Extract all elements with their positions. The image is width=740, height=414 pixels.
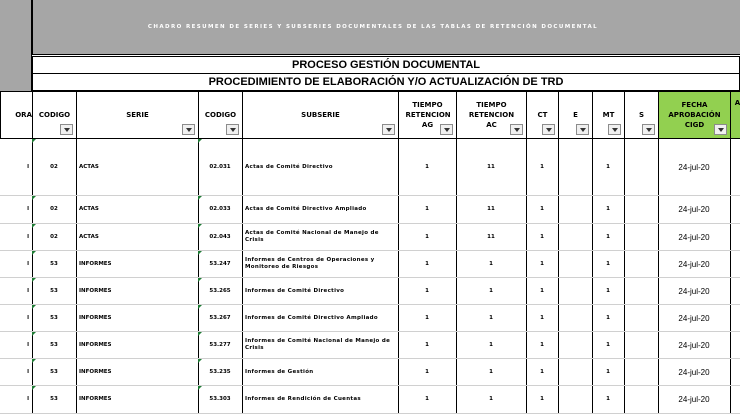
- col-e-cell[interactable]: [558, 305, 593, 332]
- col-extra-header: [730, 91, 740, 139]
- col-codigo-subserie-cell[interactable]: [198, 278, 243, 305]
- filter-dropdown-button[interactable]: [608, 124, 621, 135]
- col-ct-cell[interactable]: [526, 386, 559, 414]
- col-extra-cell[interactable]: [730, 224, 740, 251]
- col-mt-cell[interactable]: [592, 386, 625, 414]
- col-extra-cell[interactable]: [730, 305, 740, 332]
- col-codigo-subserie-cell[interactable]: [198, 196, 243, 224]
- comment-indicator-icon: [32, 251, 36, 255]
- col-s-cell[interactable]: [624, 305, 659, 332]
- col-subserie-cell[interactable]: [242, 196, 399, 224]
- col-ora-cell[interactable]: [0, 139, 33, 196]
- col-fecha-header: [658, 91, 731, 139]
- col-s-cell[interactable]: [624, 196, 659, 224]
- col-e-cell[interactable]: [558, 196, 593, 224]
- col-codigo-cell[interactable]: [32, 278, 77, 305]
- col-tiempo-ag-cell[interactable]: [398, 251, 457, 278]
- col-serie-cell[interactable]: [76, 224, 199, 251]
- col-mt-cell[interactable]: [592, 359, 625, 386]
- col-e-header-label: E: [573, 111, 578, 119]
- col-tiempo-ac-cell[interactable]: [456, 196, 527, 224]
- col-tiempo-ac-value: 1: [489, 260, 493, 267]
- col-codigo-value: 02: [50, 206, 58, 212]
- col-tiempo-ac-cell[interactable]: [456, 139, 527, 196]
- col-e-cell[interactable]: [558, 278, 593, 305]
- col-codigo-subserie-value: 53.267: [209, 314, 231, 321]
- col-mt-value: 1: [606, 260, 610, 267]
- col-subserie-header-label: SUBSERIE: [301, 111, 340, 119]
- col-codigo-subserie-value: 53.277: [209, 341, 231, 348]
- col-e-cell[interactable]: [558, 251, 593, 278]
- col-ora-value: l: [27, 163, 29, 170]
- col-tiempo-ac-cell[interactable]: [456, 386, 527, 414]
- col-e-cell[interactable]: [558, 386, 593, 414]
- col-codigo-subserie-cell[interactable]: [198, 332, 243, 359]
- left-frozen-header: [0, 0, 32, 92]
- col-serie-value: INFORMES: [79, 341, 112, 348]
- comment-indicator-icon: [32, 332, 36, 336]
- col-codigo-subserie-value: 53.247: [209, 260, 231, 267]
- col-extra-cell[interactable]: [730, 386, 740, 414]
- col-e-cell[interactable]: [558, 359, 593, 386]
- col-s-cell[interactable]: [624, 224, 659, 251]
- col-codigo-cell[interactable]: [32, 196, 77, 224]
- col-tiempo-ag-value: 1: [425, 396, 429, 402]
- col-mt-cell[interactable]: [592, 305, 625, 332]
- col-codigo-value: 53: [50, 368, 58, 375]
- col-fecha-cell[interactable]: [658, 386, 731, 414]
- col-tiempo-ac-value: 1: [489, 396, 493, 402]
- filter-dropdown-button[interactable]: [440, 124, 453, 135]
- col-mt-cell[interactable]: [592, 139, 625, 196]
- banner: [32, 0, 740, 55]
- col-tiempo-ag-header-label: TIEMPO RETENCION AG: [405, 101, 451, 129]
- col-ct-cell[interactable]: [526, 332, 559, 359]
- col-s-cell[interactable]: [624, 386, 659, 414]
- col-mt-cell[interactable]: [592, 251, 625, 278]
- col-s-cell[interactable]: [624, 332, 659, 359]
- col-tiempo-ac-cell[interactable]: [456, 251, 527, 278]
- col-fecha-cell[interactable]: [658, 196, 731, 224]
- comment-indicator-icon: [198, 305, 202, 309]
- col-serie-cell[interactable]: [76, 305, 199, 332]
- filter-dropdown-button[interactable]: [542, 124, 555, 135]
- comment-indicator-icon: [198, 196, 202, 200]
- col-ora-cell[interactable]: [0, 196, 33, 224]
- col-ct-header: [526, 91, 559, 139]
- col-tiempo-ac-cell[interactable]: [456, 359, 527, 386]
- col-tiempo-ag-cell[interactable]: [398, 386, 457, 414]
- comment-indicator-icon: [32, 278, 36, 282]
- col-ct-cell[interactable]: [526, 305, 559, 332]
- col-serie-value: INFORMES: [79, 287, 112, 294]
- col-extra-cell[interactable]: [730, 359, 740, 386]
- col-codigo-cell[interactable]: [32, 386, 77, 414]
- comment-indicator-icon: [32, 224, 36, 228]
- col-codigo-subserie-header-label: CODIGO: [204, 111, 237, 119]
- col-tiempo-ac-value: 1: [489, 368, 493, 375]
- col-ora-cell[interactable]: [0, 305, 33, 332]
- col-ora-value: l: [27, 368, 29, 375]
- col-subserie-cell[interactable]: [242, 332, 399, 359]
- col-codigo-subserie-value: 02.031: [209, 163, 231, 170]
- col-tiempo-ac-header-label: TIEMPO RETENCION AC: [468, 101, 515, 129]
- col-subserie-cell[interactable]: [242, 305, 399, 332]
- col-ct-value: 1: [540, 260, 544, 267]
- filter-dropdown-button[interactable]: [382, 124, 395, 135]
- col-serie-cell[interactable]: [76, 332, 199, 359]
- col-fecha-header-label: FECHA APROBACIÓN CIGD: [668, 101, 721, 129]
- col-fecha-value: 24-jul-20: [678, 205, 710, 214]
- col-tiempo-ag-value: 1: [425, 341, 429, 348]
- col-serie-cell[interactable]: [76, 139, 199, 196]
- col-mt-header: [592, 91, 625, 139]
- col-codigo-value: 53: [50, 260, 58, 267]
- col-tiempo-ac-value: 11: [487, 233, 495, 240]
- col-codigo-subserie-value: 02.043: [209, 233, 231, 240]
- col-ora-cell[interactable]: [0, 332, 33, 359]
- col-e-header: [558, 91, 593, 139]
- col-tiempo-ag-value: 1: [425, 314, 429, 321]
- col-tiempo-ac-cell[interactable]: [456, 332, 527, 359]
- comment-indicator-icon: [198, 139, 202, 143]
- col-fecha-value: 24-jul-20: [678, 162, 710, 172]
- col-fecha-cell[interactable]: [658, 278, 731, 305]
- col-fecha-value: 24-jul-20: [678, 395, 710, 404]
- col-fecha-value: 24-jul-20: [678, 313, 710, 323]
- col-codigo-header: [32, 91, 77, 139]
- col-subserie-value: Informes de Rendición de Cuentas: [245, 396, 361, 402]
- col-extra-cell[interactable]: [730, 139, 740, 196]
- col-ct-cell[interactable]: [526, 196, 559, 224]
- col-tiempo-ag-cell[interactable]: [398, 196, 457, 224]
- col-subserie-cell[interactable]: [242, 386, 399, 414]
- col-tiempo-ac-cell[interactable]: [456, 224, 527, 251]
- col-ora-cell[interactable]: [0, 359, 33, 386]
- col-ora-value: l: [27, 314, 29, 321]
- col-codigo-cell[interactable]: [32, 251, 77, 278]
- col-ora-value: l: [27, 260, 29, 267]
- col-fecha-value: 24-jul-20: [678, 259, 710, 269]
- col-serie-value: INFORMES: [79, 396, 112, 402]
- col-ora-value: l: [27, 206, 29, 212]
- col-codigo-value: 53: [50, 287, 58, 294]
- col-s-header: [624, 91, 659, 139]
- col-subserie-cell[interactable]: [242, 139, 399, 196]
- col-tiempo-ac-header: [456, 91, 527, 139]
- col-extra-cell[interactable]: [730, 332, 740, 359]
- col-fecha-value: 24-jul-20: [678, 286, 710, 296]
- col-ct-value: 1: [540, 341, 544, 348]
- col-subserie-cell[interactable]: [242, 251, 399, 278]
- comment-indicator-icon: [198, 251, 202, 255]
- col-ct-value: 1: [540, 233, 544, 240]
- comment-indicator-icon: [32, 196, 36, 200]
- col-subserie-value: Informes de Comité Nacional de Manejo de Crisis: [245, 338, 391, 351]
- col-mt-value: 1: [606, 368, 610, 375]
- col-tiempo-ag-cell[interactable]: [398, 359, 457, 386]
- col-subserie-cell[interactable]: [242, 224, 399, 251]
- col-codigo-subserie-cell[interactable]: [198, 224, 243, 251]
- col-tiempo-ag-value: 1: [425, 368, 429, 375]
- col-ora-header-label: ORA: [15, 111, 32, 119]
- col-mt-cell[interactable]: [592, 278, 625, 305]
- col-fecha-value: 24-jul-20: [678, 340, 710, 350]
- col-ora-value: l: [27, 341, 29, 348]
- col-ct-value: 1: [540, 163, 544, 170]
- filter-dropdown-button[interactable]: [576, 124, 589, 135]
- col-codigo-header-label: CODIGO: [38, 111, 71, 119]
- col-extra-cell[interactable]: [730, 196, 740, 224]
- col-fecha-cell[interactable]: [658, 251, 731, 278]
- col-tiempo-ag-cell[interactable]: [398, 278, 457, 305]
- col-fecha-cell[interactable]: [658, 305, 731, 332]
- col-fecha-value: 24-jul-20: [678, 232, 710, 242]
- col-serie-header-label: SERIE: [126, 111, 149, 119]
- col-tiempo-ac-value: 11: [487, 206, 495, 212]
- col-subserie-cell[interactable]: [242, 278, 399, 305]
- col-mt-header-label: MT: [602, 111, 615, 119]
- col-mt-cell[interactable]: [592, 224, 625, 251]
- col-tiempo-ag-header: [398, 91, 457, 139]
- col-subserie-header: [242, 91, 399, 139]
- filter-dropdown-button[interactable]: [510, 124, 523, 135]
- col-ora-cell[interactable]: [0, 278, 33, 305]
- col-ora-value: l: [27, 287, 29, 294]
- col-ora-value: l: [27, 396, 29, 402]
- col-codigo-value: 02: [50, 163, 58, 170]
- comment-indicator-icon: [198, 359, 202, 363]
- col-ct-cell[interactable]: [526, 359, 559, 386]
- col-ct-value: 1: [540, 396, 544, 402]
- col-e-cell[interactable]: [558, 139, 593, 196]
- col-codigo-subserie-cell[interactable]: [198, 386, 243, 414]
- col-codigo-cell[interactable]: [32, 139, 77, 196]
- col-fecha-cell[interactable]: [658, 332, 731, 359]
- col-ct-cell[interactable]: [526, 224, 559, 251]
- col-codigo-value: 53: [50, 314, 58, 321]
- col-subserie-value: Actas de Comité Directivo Ampliado: [245, 206, 367, 212]
- col-serie-cell[interactable]: [76, 196, 199, 224]
- filter-dropdown-button[interactable]: [182, 124, 195, 135]
- comment-indicator-icon: [198, 332, 202, 336]
- comment-indicator-icon: [198, 386, 202, 390]
- col-tiempo-ag-value: 1: [425, 260, 429, 267]
- col-tiempo-ac-value: 1: [489, 287, 493, 294]
- comment-indicator-icon: [198, 224, 202, 228]
- col-extra-cell[interactable]: [730, 251, 740, 278]
- col-codigo-value: 02: [50, 233, 58, 240]
- col-tiempo-ag-cell[interactable]: [398, 332, 457, 359]
- col-tiempo-ag-cell[interactable]: [398, 305, 457, 332]
- col-tiempo-ag-value: 1: [425, 206, 429, 212]
- col-serie-cell[interactable]: [76, 359, 199, 386]
- col-subserie-value: Actas de Comité Nacional de Manejo de Crisis: [245, 230, 379, 243]
- col-tiempo-ag-cell[interactable]: [398, 139, 457, 196]
- col-tiempo-ac-cell[interactable]: [456, 278, 527, 305]
- col-s-cell[interactable]: [624, 139, 659, 196]
- col-ct-value: 1: [540, 314, 544, 321]
- col-ora-header: [0, 91, 33, 139]
- col-e-cell[interactable]: [558, 332, 593, 359]
- comment-indicator-icon: [32, 359, 36, 363]
- col-extra-header-label: A: [734, 99, 740, 107]
- col-subserie-value: Informes de Comité Directivo Ampliado: [245, 314, 378, 321]
- col-s-cell[interactable]: [624, 251, 659, 278]
- col-ora-value: l: [27, 233, 29, 240]
- col-tiempo-ac-value: 1: [489, 341, 493, 348]
- col-fecha-cell[interactable]: [658, 359, 731, 386]
- col-serie-header: [76, 91, 199, 139]
- col-mt-value: 1: [606, 396, 610, 402]
- col-ct-header-label: CT: [537, 111, 548, 119]
- col-codigo-subserie-cell[interactable]: [198, 305, 243, 332]
- col-codigo-cell[interactable]: [32, 359, 77, 386]
- col-serie-cell[interactable]: [76, 251, 199, 278]
- col-subserie-value: Informes de Gestión: [245, 368, 314, 375]
- col-serie-value: ACTAS: [79, 206, 99, 212]
- col-serie-value: INFORMES: [79, 260, 112, 267]
- col-subserie-value: Informes de Centros de Operaciones y Monitoreo de Riesgos: [245, 257, 375, 270]
- banner-title: CHADRO RESUMEN DE SERIES Y SUBSERIES DOCUMENTALES DE LAS TABLAS DE RETENCIÓN DOCUMENTAL: [147, 24, 599, 30]
- col-ct-value: 1: [540, 287, 544, 294]
- col-ora-cell[interactable]: [0, 386, 33, 414]
- col-tiempo-ag-value: 1: [425, 233, 429, 240]
- col-serie-value: ACTAS: [79, 163, 99, 170]
- col-ct-value: 1: [540, 206, 544, 212]
- process-title: PROCESO GESTIÓN DOCUMENTAL: [32, 56, 740, 74]
- comment-indicator-icon: [32, 305, 36, 309]
- col-mt-value: 1: [606, 206, 610, 212]
- comment-indicator-icon: [32, 139, 36, 143]
- procedure-title: PROCEDIMIENTO DE ELABORACIÓN Y/O ACTUALIZACIÓN DE TRD: [32, 73, 740, 91]
- col-ct-cell[interactable]: [526, 278, 559, 305]
- filter-dropdown-button[interactable]: [642, 124, 655, 135]
- col-ct-value: 1: [540, 368, 544, 375]
- col-codigo-subserie-cell[interactable]: [198, 139, 243, 196]
- col-ora-cell[interactable]: [0, 251, 33, 278]
- col-codigo-subserie-value: 53.265: [209, 287, 231, 294]
- col-e-cell[interactable]: [558, 224, 593, 251]
- col-codigo-subserie-cell[interactable]: [198, 251, 243, 278]
- col-mt-value: 1: [606, 341, 610, 348]
- col-mt-value: 1: [606, 233, 610, 240]
- comment-indicator-icon: [198, 278, 202, 282]
- col-s-header-label: S: [638, 111, 645, 119]
- col-codigo-subserie-header: [198, 91, 243, 139]
- col-extra-cell[interactable]: [730, 278, 740, 305]
- col-fecha-cell[interactable]: [658, 139, 731, 196]
- col-serie-cell[interactable]: [76, 278, 199, 305]
- col-tiempo-ag-value: 1: [425, 287, 429, 294]
- col-mt-value: 1: [606, 287, 610, 294]
- col-mt-value: 1: [606, 314, 610, 321]
- col-codigo-subserie-cell[interactable]: [198, 359, 243, 386]
- col-fecha-cell[interactable]: [658, 224, 731, 251]
- col-codigo-value: 53: [50, 396, 58, 402]
- col-codigo-subserie-value: 53.235: [209, 368, 231, 375]
- col-tiempo-ag-value: 1: [425, 163, 429, 170]
- col-s-cell[interactable]: [624, 278, 659, 305]
- col-codigo-cell[interactable]: [32, 332, 77, 359]
- filter-dropdown-button[interactable]: [226, 124, 239, 135]
- col-tiempo-ag-cell[interactable]: [398, 224, 457, 251]
- col-codigo-cell[interactable]: [32, 224, 77, 251]
- col-codigo-cell[interactable]: [32, 305, 77, 332]
- col-mt-cell[interactable]: [592, 332, 625, 359]
- col-ct-cell[interactable]: [526, 139, 559, 196]
- col-serie-cell[interactable]: [76, 386, 199, 414]
- col-fecha-value: 24-jul-20: [678, 367, 710, 377]
- col-subserie-value: Actas de Comité Directivo: [245, 163, 333, 170]
- col-ct-cell[interactable]: [526, 251, 559, 278]
- col-serie-value: INFORMES: [79, 368, 112, 375]
- col-mt-value: 1: [606, 163, 610, 170]
- col-s-cell[interactable]: [624, 359, 659, 386]
- col-ora-cell[interactable]: [0, 224, 33, 251]
- col-codigo-subserie-value: 53.303: [209, 396, 231, 402]
- col-tiempo-ac-value: 1: [489, 314, 493, 321]
- col-mt-cell[interactable]: [592, 196, 625, 224]
- col-codigo-value: 53: [50, 341, 58, 348]
- filter-dropdown-button[interactable]: [714, 124, 727, 135]
- col-tiempo-ac-cell[interactable]: [456, 305, 527, 332]
- col-codigo-subserie-value: 02.033: [209, 206, 231, 212]
- comment-indicator-icon: [32, 386, 36, 390]
- col-serie-value: INFORMES: [79, 314, 112, 321]
- col-serie-value: ACTAS: [79, 233, 99, 240]
- filter-dropdown-button[interactable]: [60, 124, 73, 135]
- col-subserie-value: Informes de Comité Directivo: [245, 287, 345, 294]
- col-tiempo-ac-value: 11: [487, 163, 495, 170]
- col-subserie-cell[interactable]: [242, 359, 399, 386]
